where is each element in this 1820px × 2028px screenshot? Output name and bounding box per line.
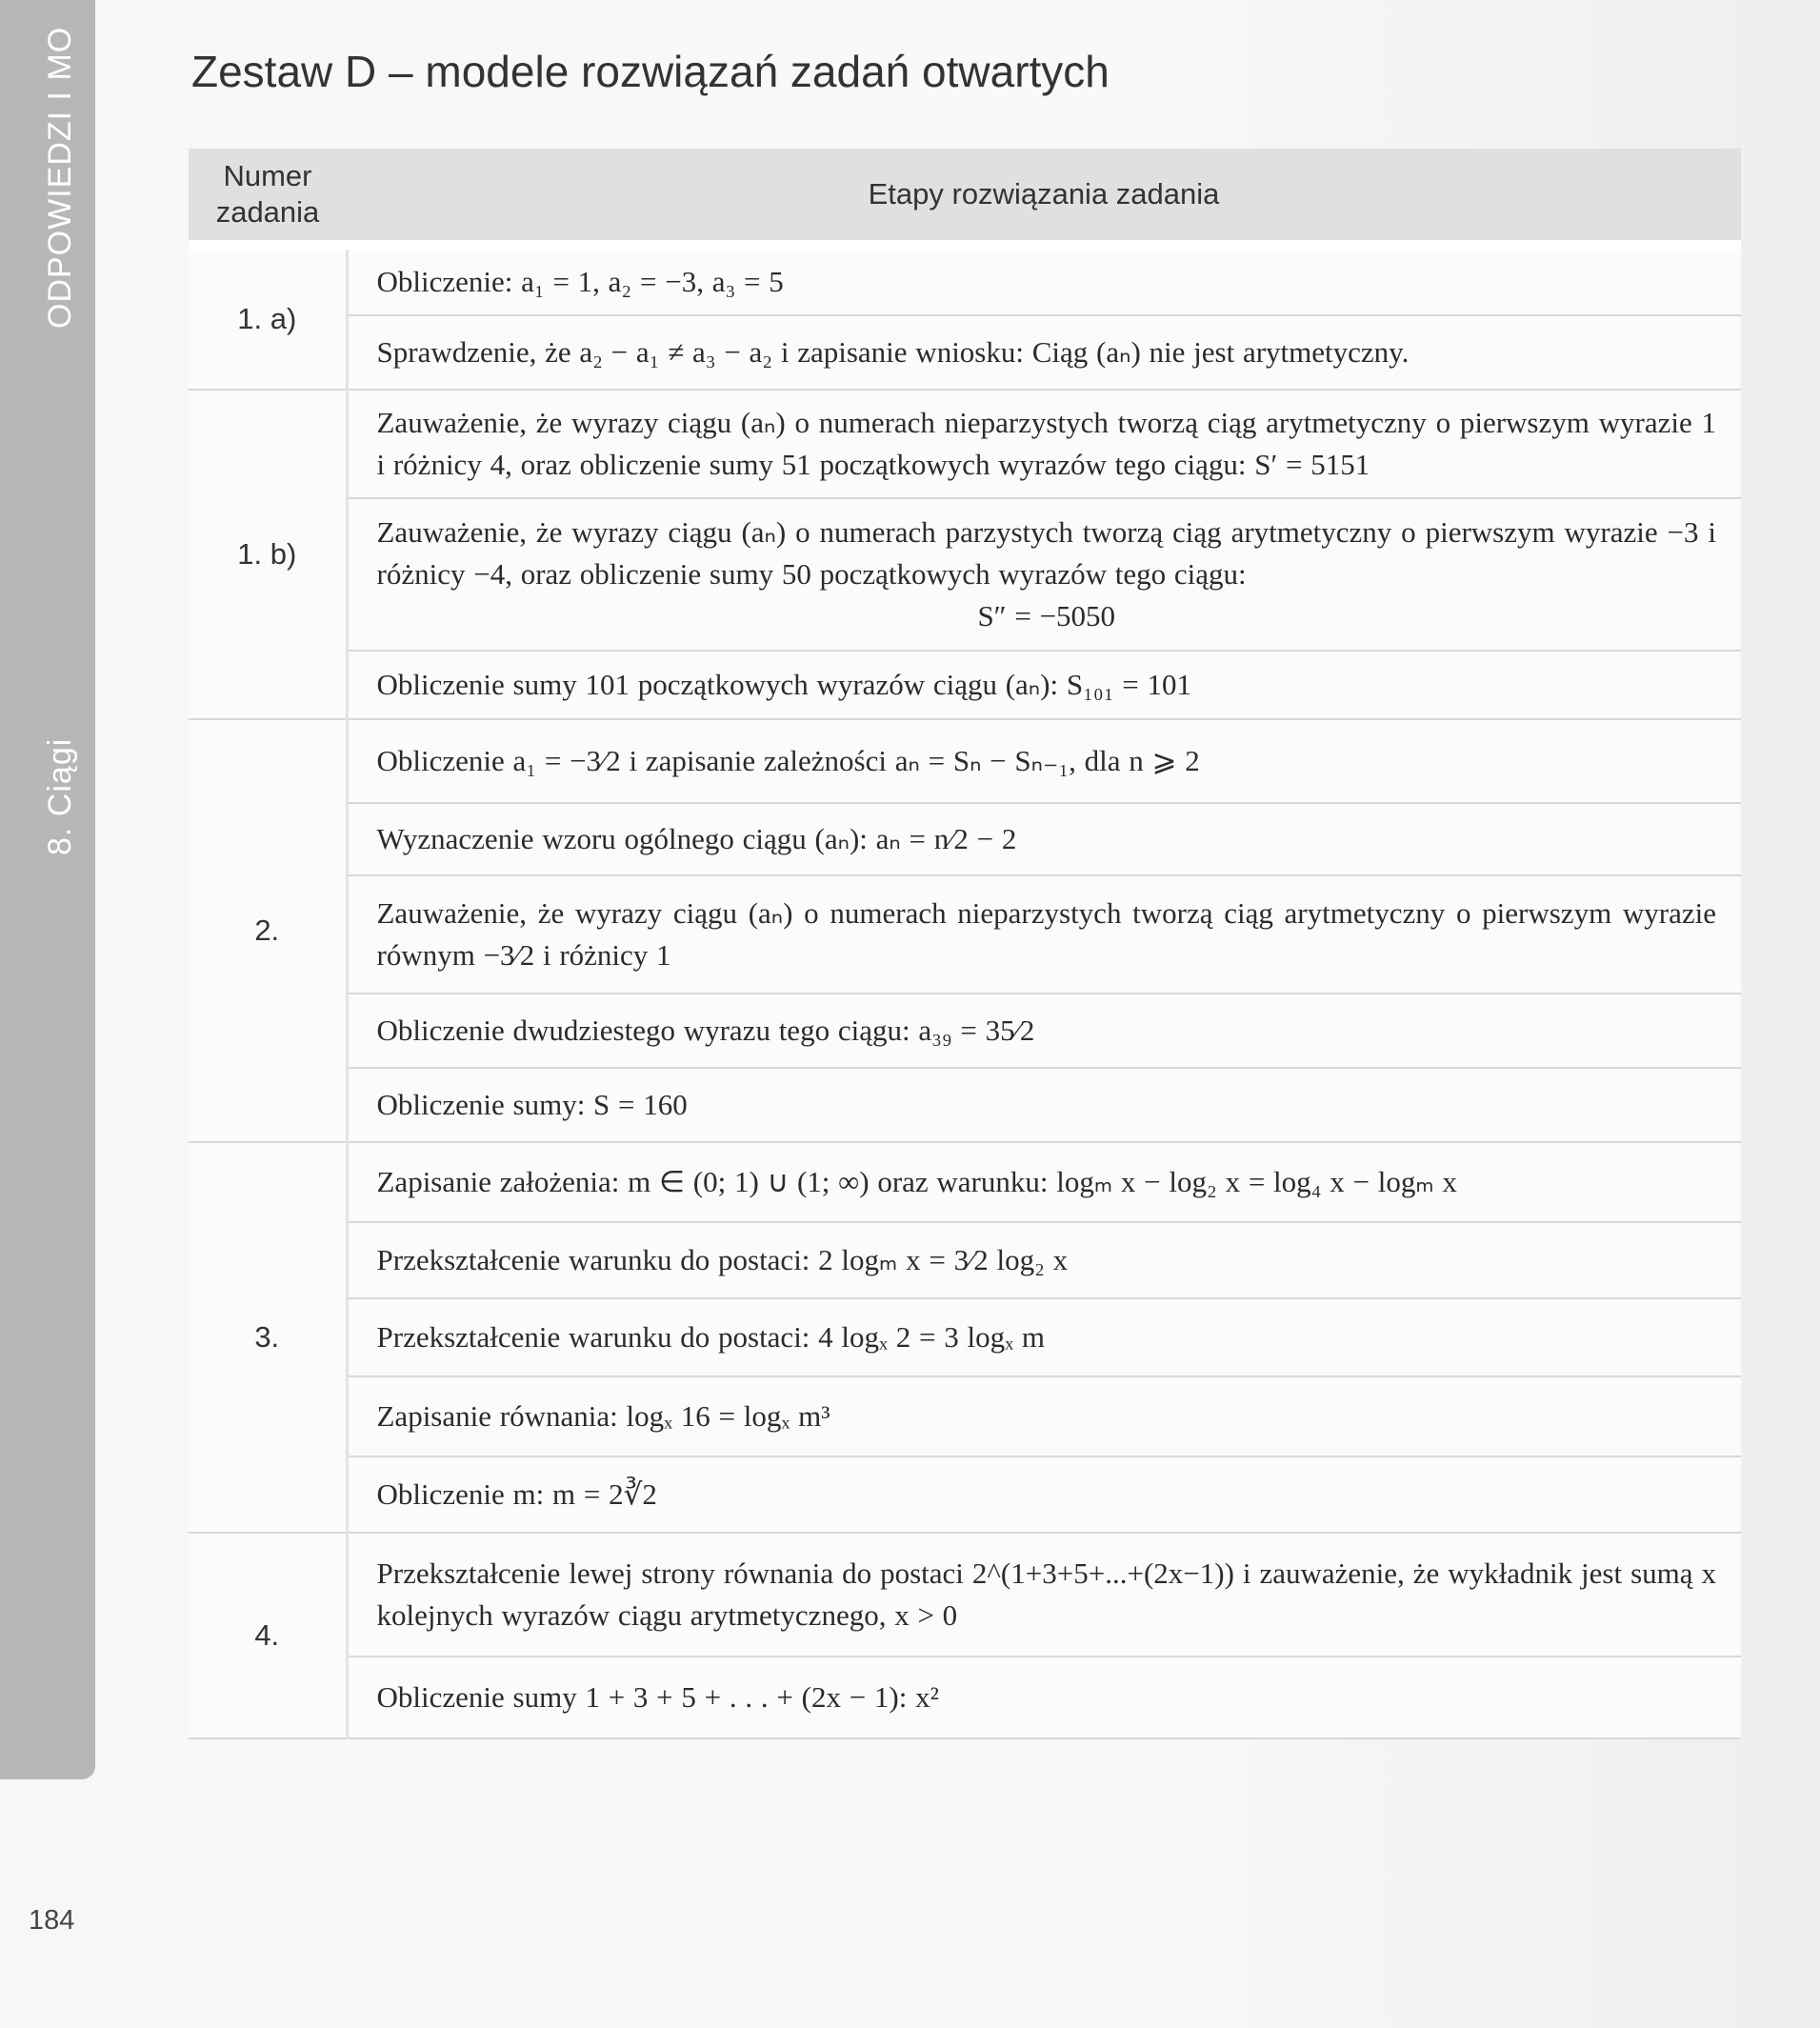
header-solution-steps: Etapy rozwiązania zadania bbox=[347, 149, 1741, 245]
table-row bbox=[189, 498, 1741, 651]
page-number: 184 bbox=[29, 1905, 75, 1936]
page-title: Zestaw D – modele rozwiązań zadań otwartych bbox=[191, 47, 1110, 96]
solution-step: Zauważenie, że wyrazy ciągu (aₙ) o numerach nieparzystych tworzą ciąg arytmetyczny o pierwszym wyrazie równym −3⁄2 i różnicy 1 bbox=[347, 875, 1741, 994]
solution-step-text: Zauważenie, że wyrazy ciągu (aₙ) o numerach parzystych tworzą ciąg arytmetyczny o pierwszym wyrazie −3 i różnicy −4, oraz obliczenie sumy 50 początkowych wyrazów tego ciągu: bbox=[376, 515, 1716, 592]
solution-step: Zapisanie równania: logₓ 16 = logₓ m³ bbox=[347, 1376, 1741, 1456]
solution-step: Przekształcenie lewej strony równania do postaci 2^(1+3+5+...+(2x−1)) i zauważenie, że wykładnik jest sumą x kolejnych wyrazów ciągu arytmetycznego, x > 0 bbox=[347, 1533, 1741, 1657]
solution-step: Obliczenie dwudziestego wyrazu tego ciągu: a₃₉ = 35⁄2 bbox=[347, 994, 1741, 1068]
table-row bbox=[189, 390, 1741, 498]
sidebar-section-label: ODPOWIEDZI I MO bbox=[42, 26, 78, 329]
table-row bbox=[189, 1657, 1741, 1738]
solution-step: Obliczenie a₁ = −3⁄2 i zapisanie zależności aₙ = Sₙ − Sₙ₋₁, dla n ⩾ 2 bbox=[347, 719, 1741, 803]
table-header-row bbox=[189, 149, 1741, 245]
table-row bbox=[189, 875, 1741, 994]
task-number: 4. bbox=[189, 1533, 347, 1738]
solution-step: Obliczenie m: m = 2∛2 bbox=[347, 1456, 1741, 1533]
task-number: 1. b) bbox=[189, 390, 347, 719]
table-row bbox=[189, 1376, 1741, 1456]
solution-step: Zapisanie założenia: m ∈ (0; 1) ∪ (1; ∞) oraz warunku: logₘ x − log₂ x = log₄ x − logₘ x bbox=[347, 1142, 1741, 1222]
step-equation: S″ = −5050 bbox=[977, 599, 1116, 633]
task-number: 1. a) bbox=[189, 245, 347, 390]
table-row bbox=[189, 1533, 1741, 1657]
table-row bbox=[189, 1298, 1741, 1376]
header-task-number: Numer zadania bbox=[189, 149, 347, 245]
solution-step: Przekształcenie warunku do postaci: 4 logₓ 2 = 3 logₓ m bbox=[347, 1298, 1741, 1376]
solution-step: Obliczenie sumy: S = 160 bbox=[347, 1068, 1741, 1142]
solution-step: Sprawdzenie, że a₂ − a₁ ≠ a₃ − a₂ i zapisanie wniosku: Ciąg (aₙ) nie jest arytmetyczny. bbox=[347, 315, 1741, 390]
sidebar-chapter-label: 8. Ciągi bbox=[42, 737, 78, 855]
task-number: 3. bbox=[189, 1142, 347, 1533]
table-row bbox=[189, 994, 1741, 1068]
solution-step: Obliczenie: a₁ = 1, a₂ = −3, a₃ = 5 bbox=[347, 245, 1741, 315]
solutions-table bbox=[189, 149, 1741, 1739]
table-row bbox=[189, 651, 1741, 719]
table-row bbox=[189, 1456, 1741, 1533]
solution-step: Zauważenie, że wyrazy ciągu (aₙ) o numerach nieparzystych tworzą ciąg arytmetyczny o pierwszym wyrazie 1 i różnicy 4, oraz obliczenie sumy 51 początkowych wyrazów tego ciągu: S′ = 5151 bbox=[347, 390, 1741, 498]
solution-step: Przekształcenie warunku do postaci: 2 logₘ x = 3⁄2 log₂ x bbox=[347, 1222, 1741, 1298]
table-row bbox=[189, 719, 1741, 803]
solution-step: Obliczenie sumy 101 początkowych wyrazów ciągu (aₙ): S₁₀₁ = 101 bbox=[347, 651, 1741, 719]
solution-step-with-equation bbox=[347, 498, 1741, 651]
table-row bbox=[189, 245, 1741, 315]
solution-step: Obliczenie sumy 1 + 3 + 5 + . . . + (2x − 1): x² bbox=[347, 1657, 1741, 1738]
table-row bbox=[189, 803, 1741, 875]
table-row bbox=[189, 1222, 1741, 1298]
solution-step: Wyznaczenie wzoru ogólnego ciągu (aₙ): aₙ = n⁄2 − 2 bbox=[347, 803, 1741, 875]
task-number: 2. bbox=[189, 719, 347, 1142]
table-row bbox=[189, 1068, 1741, 1142]
table-row bbox=[189, 1142, 1741, 1222]
table-row bbox=[189, 315, 1741, 390]
